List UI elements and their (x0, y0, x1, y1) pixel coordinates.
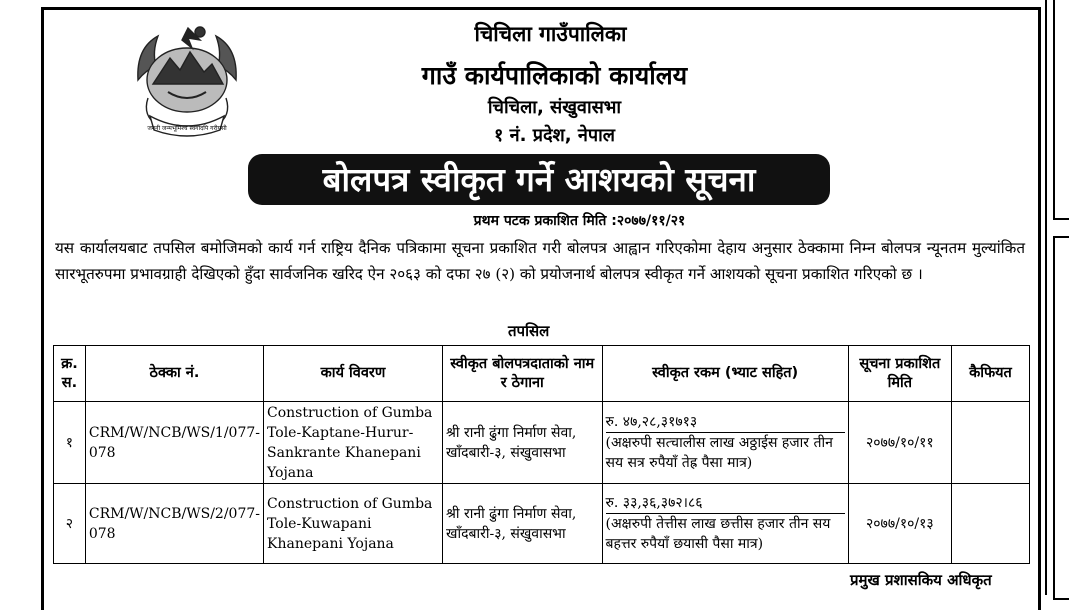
cell-amount (602, 402, 848, 484)
col-bidder: स्वीकृत बोलपत्रदाताको नाम र ठेगाना (443, 346, 603, 402)
notice-title-banner: बोलपत्र स्वीकृत गर्ने आशयको सूचना (248, 154, 830, 205)
cell-amount (602, 484, 848, 564)
adjacent-notice-box (1053, 236, 1069, 600)
first-published-date: प्रथम पटक प्रकाशित मिति :२०७७/११/२१ (473, 213, 686, 229)
office-title: गाउँ कार्यपालिकाको कार्यालय (421, 61, 688, 90)
amount-words: (अक्षरुपी सत्चालीस लाख अठ्ठाईस हजार तीन सय सत्र रुपैयाँ तेह्र पैसा मात्र) (605, 435, 833, 471)
notice-body: यस कार्यालयबाट तपसिल बमोजिमको कार्य गर्न राष्ट्रिय दैनिक पत्रिकामा सूचना प्रकाशित गरी बोलपत्र आह्वान गरिएकोमा देहाय अनुसार ठेक्कामा निम्न बोलपत्र न्यूनतम मुल्यांकित सारभूतरुपमा प्रभावग्राही देखिएको हुँदा सार्वजनिक खरिद ऐन २०६३ को दफा २७ (२) को प्रयोजनार्थ बोलपत्र स्वीकृत गर्ने आशयको सूचना प्रकाशित गरिएको छ । (55, 239, 1025, 283)
cell-contract-no: CRM/W/NCB/WS/1/077-078 (85, 402, 263, 484)
col-remarks: कैफियत (951, 346, 1029, 402)
cell-remarks (951, 484, 1029, 564)
cell-sn: २ (54, 484, 86, 564)
award-table (53, 345, 1030, 564)
cell-bidder: श्री रानी ढुंगा निर्माण सेवा, खाँदबारी-३, संखुवासभा (443, 484, 603, 564)
cell-sn: १ (54, 402, 86, 484)
signature-title: प्रमुख प्रशासकिय अधिकृत (850, 571, 992, 589)
table-header-row (54, 346, 1030, 402)
table-row (54, 402, 1030, 484)
cell-notice-date: २०७७/१०/१३ (848, 484, 951, 564)
table-row (54, 484, 1030, 564)
col-sn: क्र. स. (54, 346, 86, 402)
emblem-motto: जननी जन्मभूमिश्च स्वर्गादपि गरीयसी (147, 125, 227, 132)
col-contract-no: ठेक्का नं. (85, 346, 263, 402)
cell-work: Construction of Gumba Tole-Kuwapani Khanepani Yojana (264, 484, 443, 564)
office-name: चिचिला गाउँपालिका (474, 22, 627, 46)
cell-bidder: श्री रानी ढुंगा निर्माण सेवा, खाँदबारी-३, संखुवासभा (443, 402, 603, 484)
amount-figure: रु. ४७,२८,३१७१३ (606, 412, 845, 433)
office-location: चिचिला, संखुवासभा (487, 97, 622, 118)
col-notice-date: सूचना प्रकाशित मिति (848, 346, 951, 402)
col-amount: स्वीकृत रकम (भ्याट सहित) (602, 346, 848, 402)
cell-contract-no: CRM/W/NCB/WS/2/077-078 (85, 484, 263, 564)
col-work: कार्य विवरण (264, 346, 443, 402)
amount-words: (अक्षरुपी तेत्तीस लाख छत्तीस हजार तीन सय बहत्तर रुपैयाँ छयासी पैसा मात्र) (605, 516, 831, 552)
schedule-heading: तपसिल (508, 322, 550, 340)
office-province: १ नं. प्रदेश, नेपाल (494, 125, 615, 146)
cell-notice-date: २०७७/१०/११ (848, 402, 951, 484)
cell-work: Construction of Gumba Tole-Kaptane-Hurur-Sankrante Khanepani Yojana (264, 402, 443, 484)
amount-figure: रु. ३३,३६,३७२।८६ (606, 493, 845, 514)
cell-remarks (951, 402, 1029, 484)
